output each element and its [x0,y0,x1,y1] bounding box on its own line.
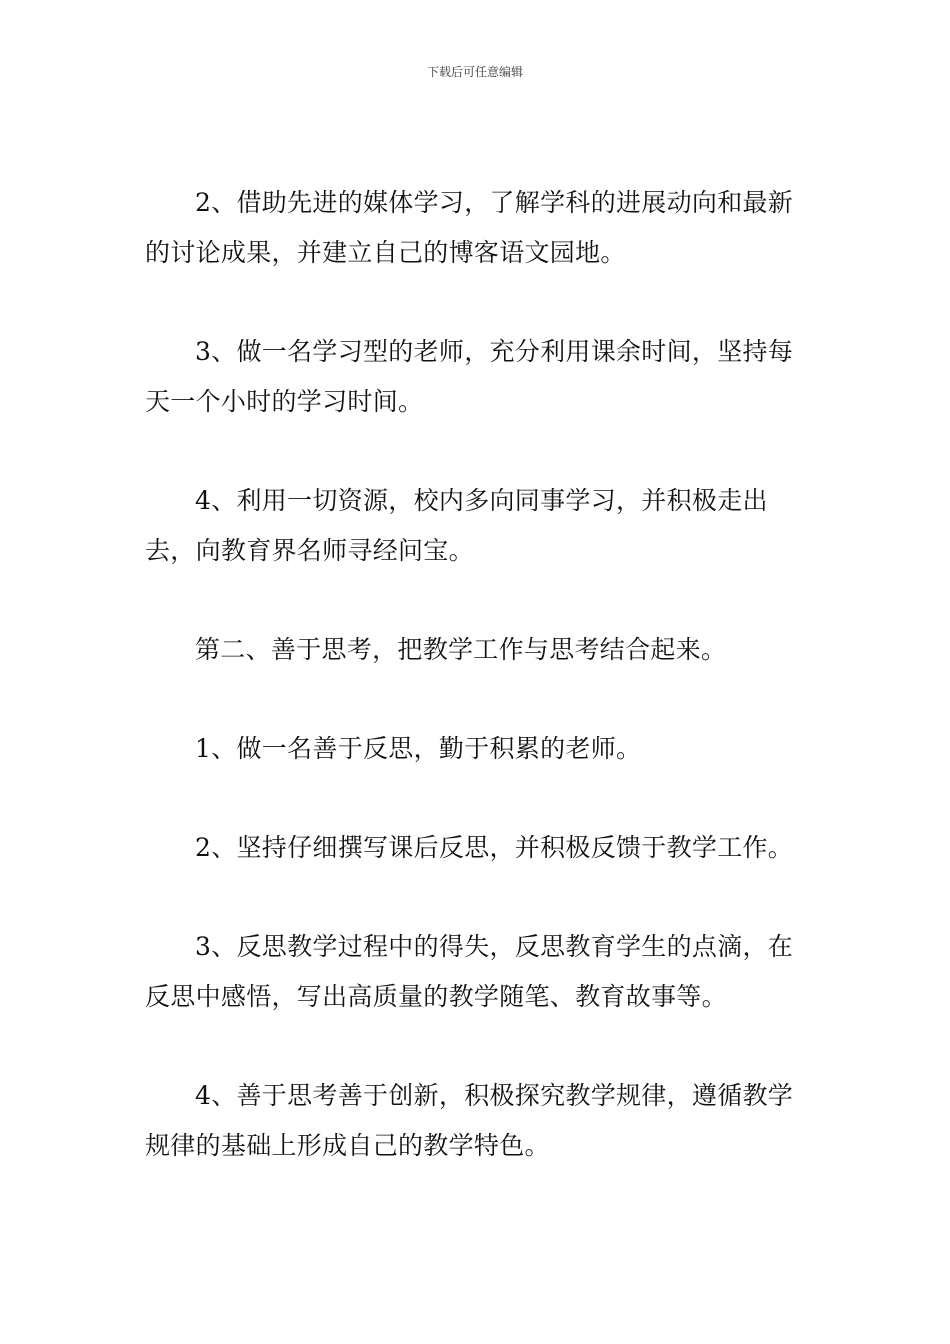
page-header: 下载后可任意编辑 [426,65,523,79]
paragraph-item-1: 1、做一名善于反思，勤于积累的老师。 [195,734,642,763]
paragraph-item-4: 4、利用一切资源，校内多向同事学习，并积极走出去，向教育界名师寻经问宝。 [145,486,768,565]
document-body [145,178,815,1220]
section-heading-second: 第二、善于思考，把教学工作与思考结合起来。 [195,635,727,664]
paragraph-item-3: 3、做一名学习型的老师，充分利用课余时间，坚持每天一个小时的学习时间。 [145,337,794,416]
paragraph-item-3b: 3、反思教学过程中的得失，反思教育学生的点滴，在反思中感悟，写出高质量的教学随笔、教育故事等。 [145,932,794,1011]
paragraph-item-4b: 4、善于思考善于创新，积极探究教学规律，遵循教学规律的基础上形成自己的教学特色。 [145,1081,794,1160]
paragraph-item-2b: 2、坚持仔细撰写课后反思，并积极反馈于教学工作。 [195,833,794,862]
paragraph-item-2: 2、借助先进的媒体学习，了解学科的进展动向和最新的讨论成果，并建立自己的博客语文园地。 [145,188,794,267]
